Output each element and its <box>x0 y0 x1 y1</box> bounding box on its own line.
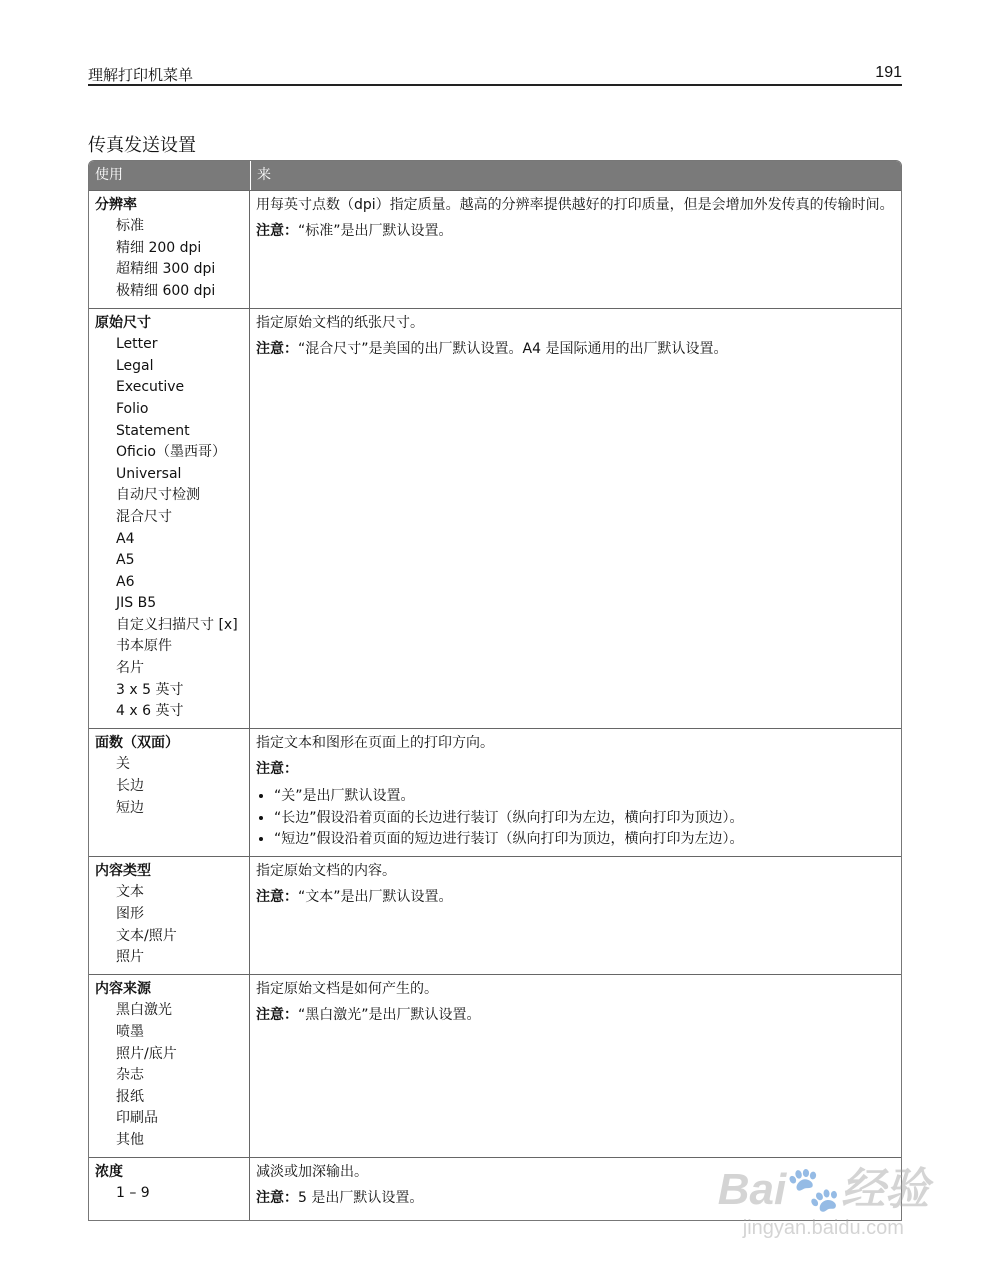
setting-option: A6 <box>116 573 135 590</box>
note-label: 注意： <box>256 1190 298 1207</box>
setting-option: 短边 <box>116 799 144 816</box>
setting-option: 照片/底片 <box>116 1045 177 1062</box>
setting-name: 分辨率 <box>95 196 137 213</box>
note-text: “标准”是出厂默认设置。 <box>298 223 453 240</box>
setting-option: 极精细 600 dpi <box>116 282 216 299</box>
note-bullet: • “长边”假设沿着页面的长边进行装订（纵向打印为左边，横向打印为顶边）。 <box>274 808 895 830</box>
setting-option: 超精细 300 dpi <box>116 261 216 278</box>
note-label: 注意： <box>256 223 298 240</box>
setting-option: 长边 <box>116 778 144 795</box>
section-title: 理解打印机菜单 <box>88 66 194 84</box>
setting-option: 杂志 <box>116 1067 144 1084</box>
table-row <box>89 728 901 856</box>
setting-name: 内容来源 <box>95 980 151 997</box>
setting-option: 报纸 <box>116 1088 144 1105</box>
table-row <box>89 308 901 728</box>
setting-option: 黑白激光 <box>116 1002 172 1019</box>
running-header <box>88 62 902 86</box>
note <box>256 759 895 781</box>
note <box>256 1005 895 1027</box>
setting-option: 文本/照片 <box>116 927 177 944</box>
column-header-to: 来 <box>250 161 901 190</box>
description: 指定文本和图形在页面上的打印方向。 <box>256 734 494 751</box>
setting-option: 混合尺寸 <box>116 508 172 525</box>
setting-cell <box>89 974 250 1157</box>
description-cell <box>250 308 901 728</box>
note-list <box>256 786 895 851</box>
note-label: 注意： <box>256 1007 298 1024</box>
setting-option: Letter <box>116 336 158 353</box>
setting-option: Executive <box>116 379 185 396</box>
note-bullet: • “短边”假设沿着页面的短边进行装订（纵向打印为顶边，横向打印为左边）。 <box>274 829 895 851</box>
table-row <box>89 190 901 308</box>
setting-option: 4 x 6 英寸 <box>116 703 184 720</box>
table-row <box>89 856 901 974</box>
description-cell <box>250 974 901 1157</box>
note-text: “混合尺寸”是美国的出厂默认设置。A4 是国际通用的出厂默认设置。 <box>298 341 728 358</box>
note-text: 5 是出厂默认设置。 <box>298 1190 424 1207</box>
setting-option: 喷墨 <box>116 1023 144 1040</box>
setting-cell <box>89 308 250 728</box>
note <box>256 887 895 909</box>
setting-option: Universal <box>116 465 182 482</box>
setting-option: 书本原件 <box>116 638 172 655</box>
setting-option: 名片 <box>116 660 144 677</box>
note-bullet: • “关”是出厂默认设置。 <box>274 786 895 808</box>
description: 指定原始文档的内容。 <box>256 862 396 879</box>
setting-option: A4 <box>116 530 135 547</box>
setting-name: 浓度 <box>95 1163 123 1180</box>
setting-option: 照片 <box>116 949 144 966</box>
description-cell <box>250 728 901 856</box>
note-label: 注意： <box>256 761 298 778</box>
page-number: 191 <box>875 64 902 81</box>
setting-option: 关 <box>116 756 130 773</box>
setting-option: JIS B5 <box>116 595 157 612</box>
setting-option: 1 – 9 <box>116 1185 150 1202</box>
description-cell <box>250 856 901 974</box>
settings-table <box>88 160 902 1221</box>
setting-option: 标准 <box>116 218 144 235</box>
note-label: 注意： <box>256 889 298 906</box>
note <box>256 339 895 361</box>
table-row <box>89 974 901 1157</box>
setting-option: 其他 <box>116 1131 144 1148</box>
setting-option: Legal <box>116 357 154 374</box>
setting-cell <box>89 190 250 308</box>
setting-cell <box>89 1157 250 1220</box>
setting-option: 自动尺寸检测 <box>116 487 200 504</box>
setting-option: 自定义扫描尺寸 [x] <box>116 616 238 633</box>
setting-option: Statement <box>116 422 190 439</box>
setting-name: 面数（双面） <box>95 734 179 751</box>
setting-option: 3 x 5 英寸 <box>116 681 184 698</box>
setting-option: 图形 <box>116 906 144 922</box>
setting-option: A5 <box>116 552 135 569</box>
column-header-use: 使用 <box>89 161 250 190</box>
description: 用每英寸点数（dpi）指定质量。越高的分辨率提供越好的打印质量，但是会增加外发传真的传输时间。 <box>256 196 894 213</box>
setting-name: 内容类型 <box>95 862 151 879</box>
setting-cell <box>89 856 250 974</box>
note-text: “文本”是出厂默认设置。 <box>298 889 453 906</box>
note <box>256 221 895 243</box>
baidu-watermark: Bai🐾经验 jingyan.baidu.com <box>717 1165 929 1239</box>
setting-cell <box>89 728 250 856</box>
setting-option: 文本 <box>116 884 144 901</box>
description-cell <box>250 190 901 308</box>
setting-option: Folio <box>116 400 149 417</box>
page-title: 传真发送设置 <box>88 135 196 156</box>
setting-name: 原始尺寸 <box>95 314 151 331</box>
note-label: 注意： <box>256 341 298 358</box>
description: 减淡或加深输出。 <box>256 1163 368 1180</box>
description: 指定原始文档的纸张尺寸。 <box>256 314 424 331</box>
setting-option: Oficio（墨西哥） <box>116 444 226 461</box>
note-text: “黑白激光”是出厂默认设置。 <box>298 1007 481 1024</box>
setting-option: 精细 200 dpi <box>116 239 202 256</box>
setting-option: 印刷品 <box>116 1110 158 1127</box>
description: 指定原始文档是如何产生的。 <box>256 980 438 997</box>
